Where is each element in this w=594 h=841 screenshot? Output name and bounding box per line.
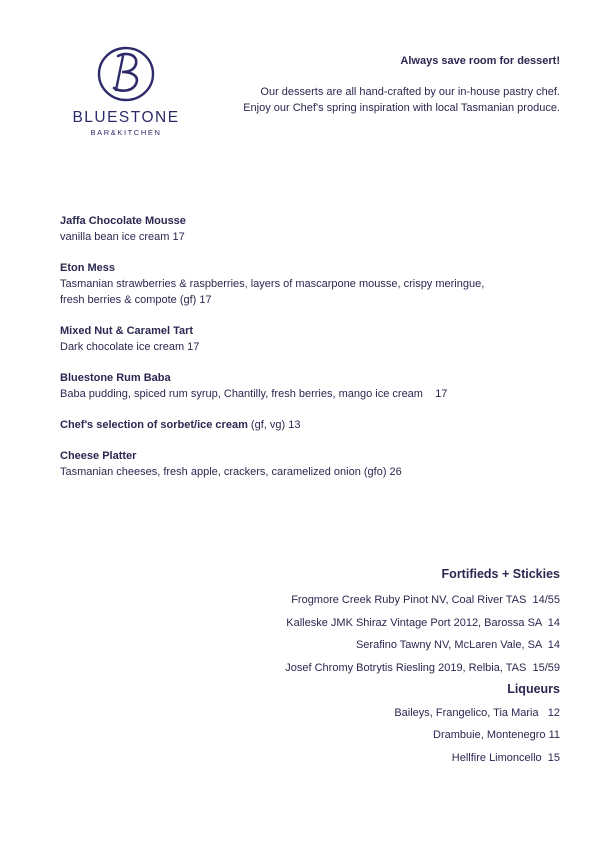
fortifieds-heading: Fortifieds + Stickies <box>441 567 560 581</box>
menu-item-name: Mixed Nut & Caramel Tart <box>60 325 194 337</box>
brand-logo <box>64 44 188 136</box>
drink-item: Kalleske JMK Shiraz Vintage Port 2012, Barossa SA 14 <box>286 616 560 629</box>
drink-item: Baileys, Frangelico, Tia Maria 12 <box>394 706 560 719</box>
menu-item-desc: (gf, vg) 13 <box>247 419 301 431</box>
brand-subtitle: BAR&KITCHEN <box>90 128 162 137</box>
menu-item-name: Bluestone Rum Baba <box>60 372 171 384</box>
drink-item: Drambuie, Montenegro 11 <box>433 729 560 741</box>
menu-item <box>60 213 540 245</box>
menu-item <box>60 323 540 355</box>
liqueurs-heading: Liqueurs <box>507 681 560 696</box>
menu-item-name: Chef's selection of sorbet/ice cream <box>60 419 248 431</box>
intro-title: Always save room for dessert! <box>400 55 560 67</box>
drink-item: Hellfire Limoncello 15 <box>451 751 560 764</box>
intro-block <box>240 53 560 116</box>
menu-item-name: Cheese Platter <box>60 450 137 462</box>
menu-item-name: Jaffa Chocolate Mousse <box>60 215 186 227</box>
menu-item <box>60 260 540 308</box>
menu-item <box>60 448 540 480</box>
menu-item-desc: vanilla bean ice cream 17 <box>60 231 185 243</box>
drink-item: Serafino Tawny NV, McLaren Vale, SA 14 <box>355 639 560 651</box>
menu-item-desc: Baba pudding, spiced rum syrup, Chantilly, fresh berries, mango ice cream 17 <box>60 388 448 400</box>
menu-item-name: Eton Mess <box>60 262 116 274</box>
intro-text: Our desserts are all hand-crafted by our in-house pastry chef. Enjoy our Chef's spring inspiration with local Tasmanian produce. <box>243 86 560 114</box>
menu-item-desc: Dark chocolate ice cream 17 <box>60 341 200 353</box>
menu-item <box>60 417 540 433</box>
menu-item <box>60 370 540 402</box>
menu-item-desc: Tasmanian cheeses, fresh apple, crackers, caramelized onion (gfo) 26 <box>60 466 402 478</box>
drink-item: Frogmore Creek Ruby Pinot NV, Coal River TAS 14/55 <box>291 594 560 606</box>
drinks-list <box>180 565 560 766</box>
dessert-menu <box>60 213 540 495</box>
brand-name: BLUESTONE <box>72 109 180 126</box>
drink-item: Josef Chromy Botrytis Riesling 2019, Relbia, TAS 15/59 <box>285 661 560 674</box>
menu-item-desc: Tasmanian strawberries & raspberries, layers of mascarpone mousse, crispy meringue, fresh berries & compote (gf) 17 <box>60 278 485 306</box>
logo-mark-icon <box>96 44 156 104</box>
